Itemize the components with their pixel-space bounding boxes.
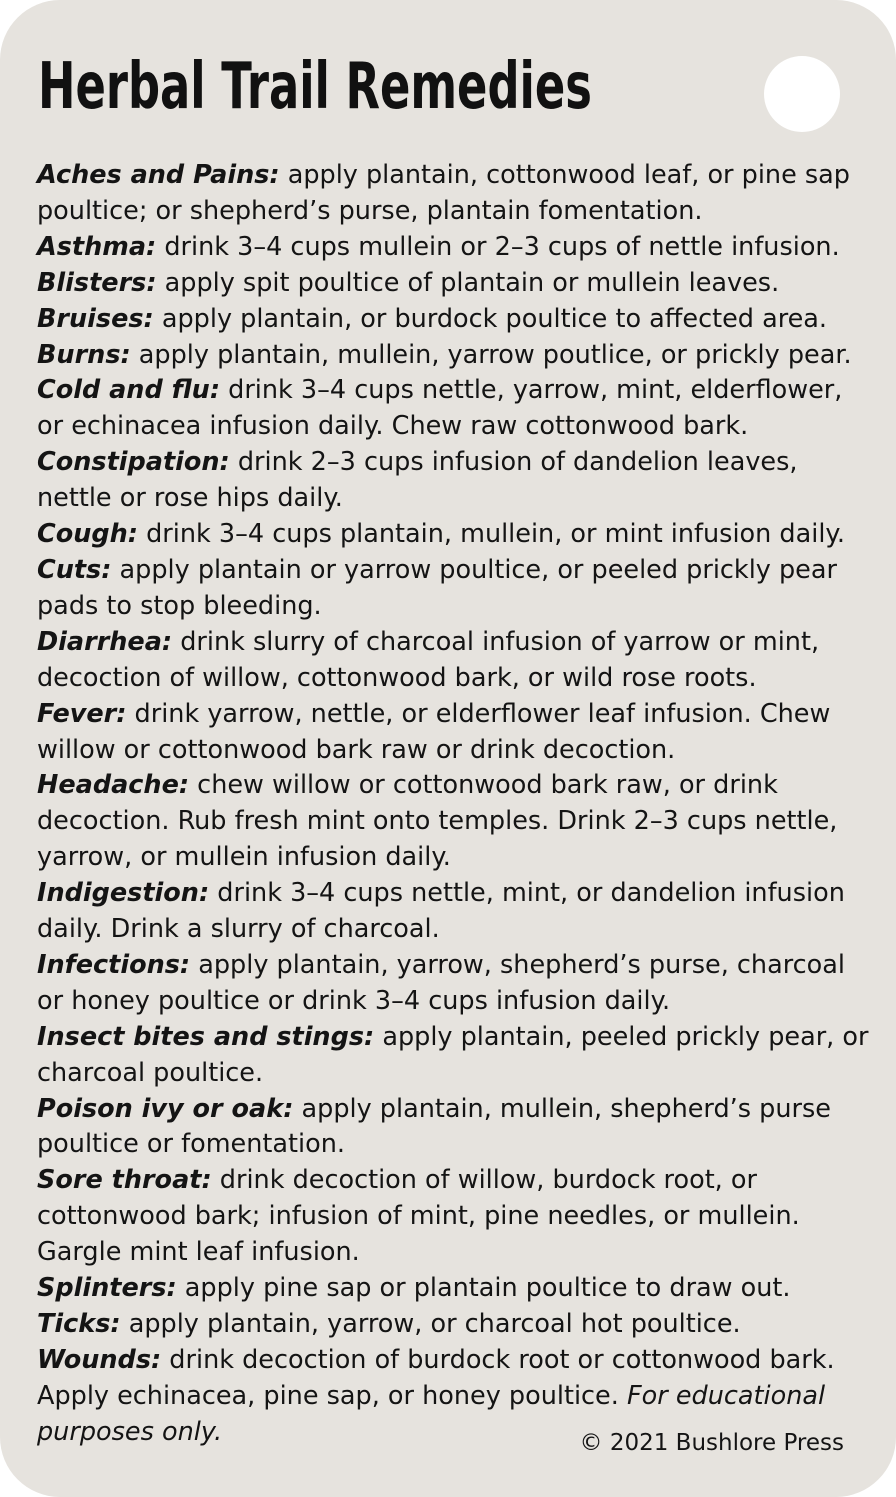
remedy-entry (37, 876, 875, 948)
remedy-text: apply plantain, mullein, shepherd’s purse poultice or fomentation. (37, 1093, 831, 1160)
remedy-term: Blisters: (37, 267, 157, 298)
remedy-text: apply plantain, yarrow, shepherd’s purse, charcoal or honey poultice or drink 3–4 cups infusion daily. (37, 949, 845, 1016)
remedy-term: Headache: (37, 770, 190, 801)
remedy-entry (37, 1163, 875, 1271)
remedy-term: Sore throat: (37, 1165, 212, 1196)
card-title: Herbal Trail Remedies (38, 50, 592, 124)
remedy-text: chew willow or cottonwood bark raw, or drink decoction. Rub fresh mint onto temples. Drink 2–3 cups nettle, yarrow, or mullein infusion daily. (37, 770, 838, 873)
remedy-text: drink slurry of charcoal infusion of yarrow or mint, decoction of willow, cottonwood bark, or wild rose roots. (37, 626, 820, 693)
remedy-text: drink decoction of willow, burdock root, or cottonwood bark; infusion of mint, pine needles, or mullein. Gargle mint leaf infusion. (37, 1165, 800, 1268)
punch-hole (764, 56, 840, 132)
remedy-term: Splinters: (37, 1273, 177, 1304)
remedy-term: Infections: (37, 949, 191, 980)
remedy-term: Aches and Pains: (37, 160, 280, 190)
remedy-entry (37, 517, 875, 553)
remedy-term: Insect bites and stings: (37, 1021, 375, 1052)
remedy-term: Poison ivy or oak: (37, 1093, 294, 1124)
remedy-text: apply plantain, or burdock poultice to affected area. (153, 303, 828, 334)
remedy-text: drink 3–4 cups nettle, yarrow, mint, elderflower, or echinacea infusion daily. Chew raw cottonwood bark. (37, 375, 843, 442)
remedy-entry (37, 1020, 875, 1092)
remedy-text: apply plantain or yarrow poultice, or peeled prickly pear pads to stop bleeding. (37, 554, 837, 621)
copyright-notice: © 2021 Bushlore Press (579, 1430, 844, 1456)
remedy-entry (37, 338, 875, 374)
remedy-term: Wounds: (37, 1344, 162, 1375)
remedy-text: drink decoction of burdock root or cottonwood bark. Apply echinacea, pine sap, or honey poultice. (37, 1344, 835, 1411)
remedy-entry (37, 158, 875, 230)
remedy-text: apply plantain, mullein, yarrow poutlice, or prickly pear. (130, 339, 852, 370)
remedy-text: drink 3–4 cups nettle, mint, or dandelion infusion daily. Drink a slurry of charcoal. (37, 878, 845, 945)
remedy-text: apply plantain, yarrow, or charcoal hot poultice. (120, 1309, 741, 1339)
disclaimer: For educational purposes only. (37, 1380, 826, 1447)
remedy-term: Cough: (37, 519, 138, 550)
remedy-entry (37, 230, 875, 266)
remedy-entry (37, 1092, 875, 1164)
remedy-entry (37, 553, 875, 625)
remedy-entry (37, 768, 875, 876)
remedy-list (37, 158, 875, 1451)
remedy-text: drink 3–4 cups plantain, mullein, or mint infusion daily. (138, 519, 845, 550)
remedy-text: apply plantain, peeled prickly pear, or charcoal poultice. (37, 1021, 869, 1088)
remedy-entry (37, 948, 875, 1020)
remedy-term: Cuts: (37, 554, 112, 585)
remedy-term: Diarrhea: (37, 626, 173, 657)
remedy-entry (37, 697, 875, 769)
remedy-entry (37, 445, 875, 517)
remedy-term: Cold and flu: (37, 375, 221, 406)
remedy-entry (37, 373, 875, 445)
remedy-entry (37, 625, 875, 697)
remedy-text: drink yarrow, nettle, or elderflower leaf infusion. Chew willow or cottonwood bark raw or drink decoction. (37, 698, 831, 765)
remedy-text: apply spit poultice of plantain or mullein leaves. (156, 267, 780, 298)
remedy-text: apply pine sap or plantain poultice to draw out. (176, 1273, 791, 1304)
remedy-term: Bruises: (37, 303, 154, 334)
remedy-term: Burns: (37, 339, 131, 370)
remedy-entry (37, 1307, 875, 1343)
remedy-text: drink 3–4 cups mullein or 2–3 cups of nettle infusion. (156, 231, 840, 262)
remedy-term: Constipation: (37, 447, 230, 478)
remedy-term: Asthma: (37, 231, 157, 262)
remedy-term: Ticks: (37, 1309, 121, 1339)
remedy-entry (37, 266, 875, 302)
remedy-entry (37, 1271, 875, 1307)
remedy-term: Fever: (37, 698, 127, 729)
remedy-text: drink 2–3 cups infusion of dandelion leaves, nettle or rose hips daily. (37, 447, 798, 514)
remedy-text: apply plantain, cottonwood leaf, or pine sap poultice; or shepherd’s purse, plantain fomentation. (37, 160, 850, 226)
remedy-term: Indigestion: (37, 878, 210, 909)
remedy-entry (37, 302, 875, 338)
